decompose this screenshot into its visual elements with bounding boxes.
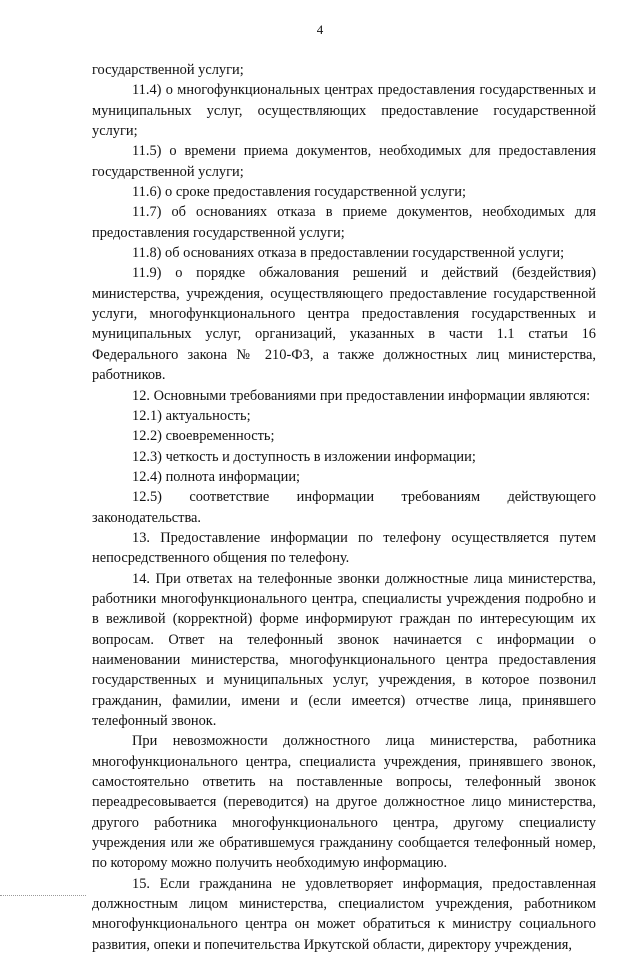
paragraph-11-4: 11.4) о многофункциональных центрах предоставления государственных и муниципальных услуг, осуществляющих предоставление государственной услуги;: [92, 82, 596, 140]
document-body: [92, 60, 596, 955]
paragraph-14-continued: При невозможности должностного лица министерства, работника многофункционального центра, специалиста учреждения, принявшего звонок, самостоятельно ответить на поставленные вопросы, телефонный звонок переадресовывается (переводится) на другое должностное лицо министерства, другого работника многофункционального центра, другому специалисту учреждения или же обратившемуся гражданину сообщается телефонный номер, по которому можно получить необходимую информацию.: [92, 733, 596, 872]
paragraph-15: 15. Если гражданина не удовлетворяет информация, предоставленная должностным лицом министерства, специалистом учреждения, работником многофункционального центра он может обратиться к министру социального развития, опеки и попечительства Иркутской области, директору учреждения,: [92, 875, 596, 953]
paragraph-12: 12. Основными требованиями при предоставлении информации являются:: [132, 387, 591, 404]
paragraph-12-1: 12.1) актуальность;: [132, 407, 251, 424]
paragraph-11-6: 11.6) о сроке предоставления государственной услуги;: [132, 184, 466, 201]
paragraph-continuation: государственной услуги;: [92, 62, 244, 78]
scan-edge-mark: [0, 895, 86, 898]
paragraph-12-2: 12.2) своевременность;: [132, 428, 275, 445]
paragraph-11-7: 11.7) об основаниях отказа в приеме документов, необходимых для предоставления государственной услуги;: [92, 204, 596, 241]
paragraph-14: 14. При ответах на телефонные звонки должностные лица министерства, работники многофункционального центра, специалисты учреждения подробно и в вежливой (корректной) форме информируют граждан по интересующим их вопросам. Ответ на телефонный звонок начинается с информации о наименовании министерства, многофункционального центра предоставления государственных и муниципальных услуг, учреждения, в которое позвонил гражданин, фамилии, имени и (если имеется) отчестве лица, принявшего телефонный звонок.: [92, 570, 596, 729]
paragraph-12-5: 12.5) соответствие информации требованиям действующего законодательства.: [92, 489, 596, 526]
paragraph-12-4: 12.4) полнота информации;: [132, 468, 301, 485]
paragraph-12-3: 12.3) четкость и доступность в изложении информации;: [132, 448, 476, 465]
paragraph-11-8: 11.8) об основаниях отказа в предоставлении государственной услуги;: [132, 245, 565, 262]
paragraph-13: 13. Предоставление информации по телефону осуществляется путем непосредственного общения по телефону.: [92, 529, 596, 567]
page-number: 4: [316, 22, 324, 37]
paragraph-11-9: 11.9) о порядке обжалования решений и действий (бездействия) министерства, учреждения, осуществляющего предоставление государственной услуги, многофункционального центра предоставления государственных и муниципальных услуг, организаций, указанных в части 1.1 статьи 16 Федерального закона № 210-ФЗ, а также должностных лиц министерства, работников.: [92, 265, 596, 384]
paragraph-11-5: 11.5) о времени приема документов, необходимых для предоставления государственной услуги;: [92, 143, 596, 180]
